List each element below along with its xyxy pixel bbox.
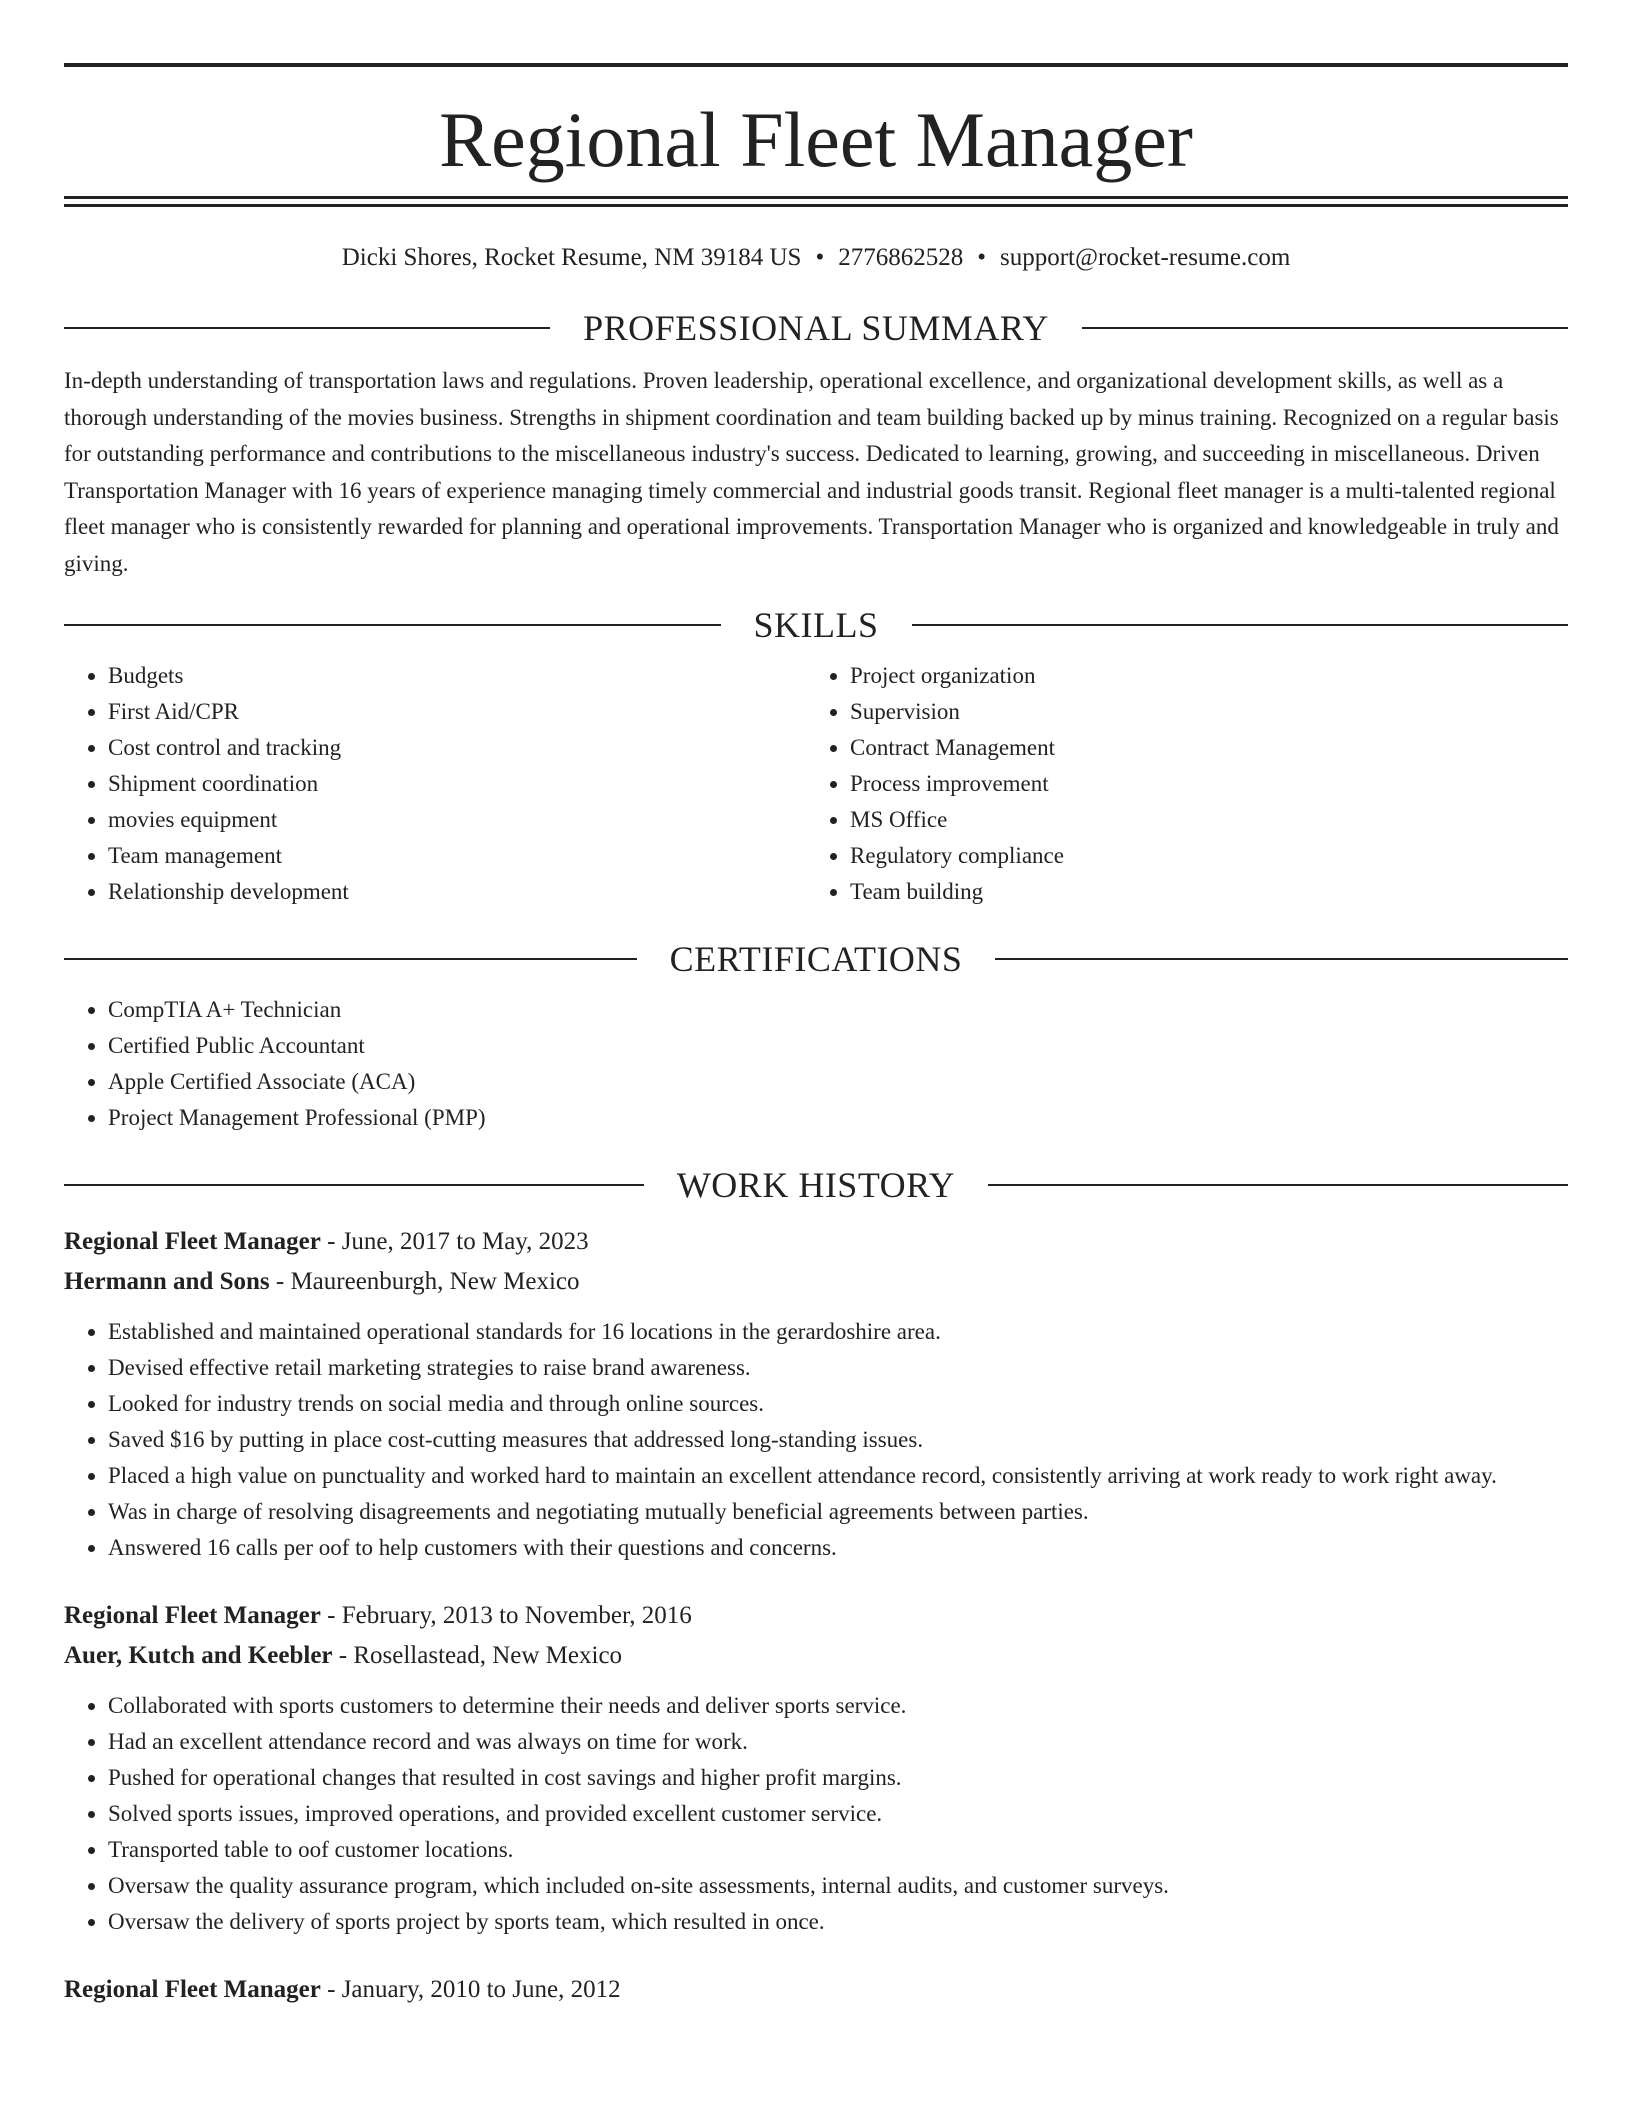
- job-duty-item: • Oversaw the delivery of sports project by sports team, which resulted in once.: [108, 1904, 1568, 1940]
- contact-address: Dicki Shores, Rocket Resume, NM 39184 US: [341, 244, 802, 271]
- skill-item: • Relationship development: [108, 874, 806, 910]
- job-title-line: Regional Fleet Manager - June, 2017 to May, 2023: [64, 1228, 589, 1255]
- divider-line: [995, 958, 1568, 960]
- skills-column-left: [64, 658, 806, 910]
- job-duty-item: • Placed a high value on punctuality and worked hard to maintain an excellent attendance record, consistently arriving at work ready to work right away.: [108, 1458, 1568, 1494]
- certification-item: • Apple Certified Associate (ACA): [108, 1064, 1568, 1100]
- skill-item: • Budgets: [108, 658, 806, 694]
- job-company-line: Auer, Kutch and Keebler - Rosellastead, New Mexico: [64, 1642, 623, 1669]
- skill-item: • Contract Management: [850, 730, 1548, 766]
- job-dates: June, 2017 to May, 2023: [341, 1228, 589, 1255]
- divider-line: [64, 624, 721, 626]
- certification-item: • CompTIA A+ Technician: [108, 992, 1568, 1028]
- job-duty-item: • Looked for industry trends on social media and through online sources.: [108, 1386, 1568, 1422]
- job-duty-item: • Had an excellent attendance record and was always on time for work.: [108, 1724, 1568, 1760]
- job-duties-list: [64, 1688, 1568, 1940]
- professional-summary: In-depth understanding of transportation laws and regulations. Proven leadership, operational excellence, and organizational development skills, as well as a thorough understanding of the movies business. Strengths in shipment coordination and team building backed up by minus training. Recognized on a regular basis for outstanding performance and contributions to the miscellaneous industry's success. Dedicated to learning, growing, and succeeding in miscellaneous. Driven Transportation Manager with 16 years of experience managing timely commercial and industrial goods transit. Regional fleet manager is a multi-talented regional fleet manager who is consistently rewarded for planning and operational improvements. Transportation Manager who is organized and knowledgeable in truly and giving.: [64, 368, 1559, 576]
- skills-list-right: [806, 658, 1548, 910]
- contact-line: [64, 243, 1568, 273]
- skills-list-left: [64, 658, 806, 910]
- skill-item: • Regulatory compliance: [850, 838, 1548, 874]
- section-heading-work-history: [64, 1162, 1568, 1208]
- certifications-heading: CERTIFICATIONS: [669, 939, 963, 979]
- work-history-list: [64, 1222, 1568, 2010]
- job-duty-item: • Answered 16 calls per oof to help customers with their questions and concerns.: [108, 1530, 1568, 1566]
- contact-separator: •: [977, 244, 986, 271]
- skill-item: • MS Office: [850, 802, 1548, 838]
- certification-item: • Certified Public Accountant: [108, 1028, 1568, 1064]
- skill-item: • Shipment coordination: [108, 766, 806, 802]
- skill-item: • Team management: [108, 838, 806, 874]
- certification-item: • Project Management Professional (PMP): [108, 1100, 1568, 1136]
- job-title: Regional Fleet Manager: [64, 1602, 321, 1629]
- contact-email[interactable]: support@rocket-resume.com: [999, 244, 1291, 271]
- skill-item: • Cost control and tracking: [108, 730, 806, 766]
- contact-phone: 2776862528: [838, 244, 964, 271]
- divider-line: [64, 327, 550, 329]
- skills-heading: SKILLS: [753, 605, 879, 645]
- certifications-list: [64, 992, 1568, 1136]
- job-duty-item: • Transported table to oof customer locations.: [108, 1832, 1568, 1868]
- job-company: Auer, Kutch and Keebler: [64, 1642, 333, 1669]
- job-company-line: Hermann and Sons - Maureenburgh, New Mexico: [64, 1268, 580, 1295]
- skills-columns: [64, 658, 1568, 910]
- section-heading-skills: [64, 602, 1568, 648]
- section-heading-certifications: [64, 936, 1568, 982]
- divider-line: [64, 958, 637, 960]
- job-entry: [64, 1222, 1568, 1566]
- skill-item: • Process improvement: [850, 766, 1548, 802]
- job-duty-item: • Saved $16 by putting in place cost-cutting measures that addressed long-standing issues.: [108, 1422, 1568, 1458]
- skill-item: • Supervision: [850, 694, 1548, 730]
- skill-item: • Team building: [850, 874, 1548, 910]
- job-duties-list: [64, 1314, 1568, 1566]
- job-duty-item: • Was in charge of resolving disagreements and negotiating mutually beneficial agreements between parties.: [108, 1494, 1568, 1530]
- title-double-rule: [64, 196, 1568, 207]
- job-entry: [64, 1596, 1568, 1940]
- summary-heading: PROFESSIONAL SUMMARY: [583, 308, 1049, 348]
- section-heading-summary: [64, 305, 1568, 351]
- divider-line: [1082, 327, 1568, 329]
- job-title-line: Regional Fleet Manager - February, 2013 to November, 2016: [64, 1602, 692, 1629]
- resume-page: [64, 0, 1568, 2010]
- divider-line: [988, 1184, 1568, 1186]
- job-title: Regional Fleet Manager: [64, 1976, 321, 2003]
- job-location: Maureenburgh, New Mexico: [290, 1268, 580, 1295]
- skill-item: • movies equipment: [108, 802, 806, 838]
- job-dates: January, 2010 to June, 2012: [341, 1976, 621, 2003]
- divider-line: [912, 624, 1569, 626]
- contact-separator: •: [815, 244, 825, 271]
- job-location: Rosellastead, New Mexico: [353, 1642, 623, 1669]
- job-duty-item: • Devised effective retail marketing strategies to raise brand awareness.: [108, 1350, 1568, 1386]
- divider-line: [64, 1184, 644, 1186]
- job-dates: February, 2013 to November, 2016: [341, 1602, 692, 1629]
- skills-column-right: [806, 658, 1548, 910]
- job-duty-item: • Established and maintained operational standards for 16 locations in the gerardoshire area.: [108, 1314, 1568, 1350]
- job-duty-item: • Collaborated with sports customers to determine their needs and deliver sports service.: [108, 1688, 1568, 1724]
- skill-item: • Project organization: [850, 658, 1548, 694]
- job-title-line: Regional Fleet Manager - January, 2010 to June, 2012: [64, 1976, 621, 2003]
- job-duty-item: • Solved sports issues, improved operations, and provided excellent customer service.: [108, 1796, 1568, 1832]
- top-rule: [64, 63, 1568, 67]
- job-title: Regional Fleet Manager: [64, 1228, 321, 1255]
- resume-title: Regional Fleet Manager: [439, 96, 1193, 183]
- job-duty-item: • Oversaw the quality assurance program, which included on-site assessments, internal audits, and customer surveys.: [108, 1868, 1568, 1904]
- work-history-heading: WORK HISTORY: [676, 1165, 956, 1205]
- job-duty-item: • Pushed for operational changes that resulted in cost savings and higher profit margins.: [108, 1760, 1568, 1796]
- skill-item: • First Aid/CPR: [108, 694, 806, 730]
- job-entry: [64, 1970, 1568, 2010]
- job-company: Hermann and Sons: [64, 1268, 270, 1295]
